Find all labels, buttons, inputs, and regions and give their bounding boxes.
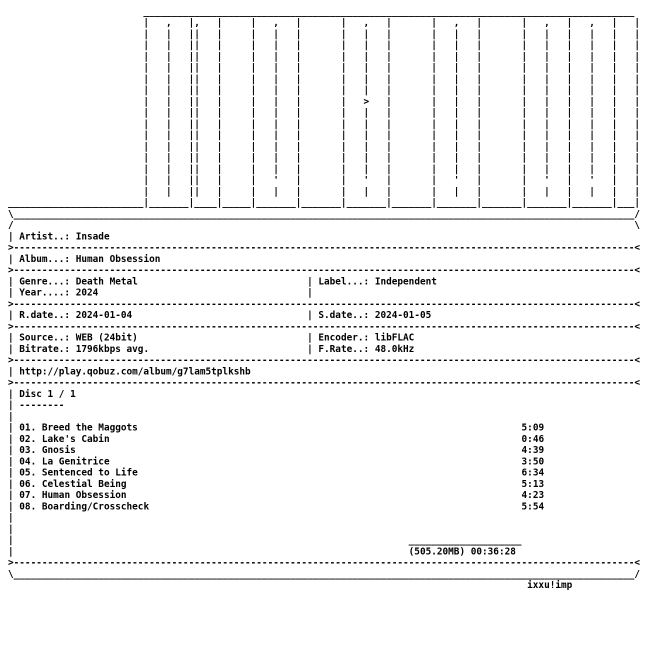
track-number: 01. [19,423,37,434]
frame-open: / \ [8,220,640,232]
track-duration: 5:13 [515,479,545,490]
frame-bottom: \______________________________________________________________________________________________________________/ [8,569,640,580]
track-title: Breed the Maggots [41,423,516,434]
genre-key: Genre...: [19,276,71,288]
section-divider: >--------------------------------------------------------------------------------------------------------------< [8,243,640,254]
track-duration: 4:39 [515,445,545,456]
album-key: Album...: [19,254,71,265]
track-duration: 4:23 [515,490,545,501]
frate-key: F.Rate..: [318,344,370,355]
track-duration: 5:09 [515,423,545,434]
rdate-key: R.date..: [19,310,71,321]
label-value: Independent [374,276,437,288]
rdate-value: 2024-01-04 [75,310,308,321]
encoder-value: libFLAC [374,333,415,344]
frame-top: \______________________________________________________________________________________________________________/ [8,209,640,220]
sdate-value: 2024-01-05 [374,310,432,321]
track-number: 08. [19,501,37,513]
total-underline: ____________________ [408,535,522,546]
nfo-document: _______________________________________________________________________________________ | , |, | | , | | , | | , | | , | , | | | | || | | | | | | | | | | | | | | | | | | || | | | | | | | | | | | | | | | | | | || | | | | | | | | | | | | | | | | | | || | | | | | | | | | | | | | | | | | | || | | | | | | | | | | | | | | | | | | || | | | | | | | | | | | | | | | | | | || | | | | | > | | | | | | | | | | | | || | | | | | | | | | | | | | | | | | | || | | | | | | | | | | | | | | | | | | || | | | | | | | | | | | | | | | | | | || | | | | | | | | | | | | | | | | | | || | | | | | | | | | | | | | | | | | | || | | | | | | | | | | | | | | | | | | || | | ' | | ' | | ' | | ' | ' | | | | || | | | | | | | | | | | | | | | | ________________________|_______|____|_____|_______|_______|_______|_______|_______|_______|_______|_______|___| \______________________________________________________________________________________________________________/ / \ | Artist..: Insade >--------------------------------------------------------------------------------------------------------------< | Album...: Human Obsession >--------------------------------------------------------------------------------------------------------------< | Genre...: Death Metal | Label...: Independent | Year....: 2024 | >--------------------------------------------------------------------------------------------------------------< | R.date..: 2024-01-04 | S.date..: 2024-01-05 >--------------------------------------------------------------------------------------------------------------< | Source..: WEB (24bit) | Encoder.: libFLAC | Bitrate.: 1796kbps avg. | F.Rate..: 48.0kHz >--------------------------------------------------------------------------------------------------------------< | http://play.qobuz.com/album/g7lam5tplkshb >--------------------------------------------------------------------------------------------------------------< | Disc 1 / 1 | -------- | | 01. Breed the Maggots 5:09 | 02. Lake's Cabin 0:46 | 03. Gnosis 4:39 | 04. La Genitrice 3:50 | 05. Sentenced to Life 6:34 | 06. Celestial Being 5:13 | 07. Human Obsession 4:23 | 08. Boarding/Crosscheck 5:54 | | | ____________________ | (505.20MB) 00:36:28 >--------------------------------------------------------------------------------------------------------------< \______________________________________________________________________________________________________________/ ixxu!imp [8,7,640,591]
track-number: 07. [19,490,37,501]
track-number: 03. [19,445,37,456]
album-value: Human Obsession [75,254,161,265]
section-divider: >--------------------------------------------------------------------------------------------------------------< [8,321,640,333]
total-size-duration: (505.20MB) 00:36:28 [408,546,516,558]
artist-key: Artist..: [19,231,71,243]
track-duration: 5:54 [515,501,545,513]
source-key: Source..: [19,333,71,344]
label-key: Label...: [318,276,370,288]
year-key: Year....: [19,288,71,299]
track-number: 02. [19,434,37,445]
section-divider: >--------------------------------------------------------------------------------------------------------------< [8,299,640,310]
genre-value: Death Metal [75,276,308,288]
source-value: WEB (24bit) [75,333,308,344]
track-duration: 0:46 [515,434,545,445]
artist-value: Insade [75,231,110,243]
frame-close: >--------------------------------------------------------------------------------------------------------------< [8,558,640,569]
track-title: La Genitrice [41,456,516,468]
track-number: 06. [19,479,37,490]
encoder-key: Encoder.: [318,333,370,344]
disc-label: Disc 1 / 1 [19,389,76,400]
ascii-logo: _______________________________________________________________________________________ | , |, | | , | | , | | , | | , | , | | | | || | | | | | | | | | | | | | | | | | | || | | | | | | | | | | | | | | | | | | || | | | | | | | | | | | | | | | | | | || | | | | | | | | | | | | | | | | | | || | | | | | | | | | | | | | | | | | | || | | | | | | | | | | | | | | | | | | || | | | | | > | | | | | | | | | | | | || | | | | | | | | | | | | | | | | | | || | | | | | | | | | | | | | | | | | | || | | | | | | | | | | | | | | | | | | || | | | | | | | | | | | | | | | | | | || | | | | | | | | | | | | | | | | | | || | | | | | | | | | | | | | | | | | | || | | ' | | ' | | ' | | ' | ' | | | | || | | | | | | | | | | | | | | | | ________________________|_______|____|_____|_______|_______|_______|_______|_______|_______|_______|_______|___| [8,7,640,209]
disc-underline: -------- [19,400,65,411]
track-title: Boarding/Crosscheck [41,501,516,513]
track-title: Lake's Cabin [41,434,516,445]
track-number: 04. [19,456,37,468]
track-title: Celestial Being [41,479,516,490]
frate-value: 48.0kHz [374,344,415,355]
track-title: Human Obsession [41,490,516,501]
track-title: Gnosis [41,445,516,456]
track-duration: 3:50 [515,456,545,468]
section-divider: >--------------------------------------------------------------------------------------------------------------< [8,265,640,276]
year-value: 2024 [75,288,308,299]
album-url-link[interactable]: http://play.qobuz.com/album/g7lam5tplkshb [19,366,251,378]
section-divider: >--------------------------------------------------------------------------------------------------------------< [8,378,640,389]
section-divider: >--------------------------------------------------------------------------------------------------------------< [8,355,640,366]
sdate-key: S.date..: [318,310,370,321]
bitrate-value: 1796kbps avg. [75,344,308,355]
track-number: 05. [19,468,37,479]
group-tag: ixxu!imp [527,580,573,591]
track-title: Sentenced to Life [41,468,516,479]
track-duration: 6:34 [515,468,545,479]
bitrate-key: Bitrate.: [19,344,71,355]
